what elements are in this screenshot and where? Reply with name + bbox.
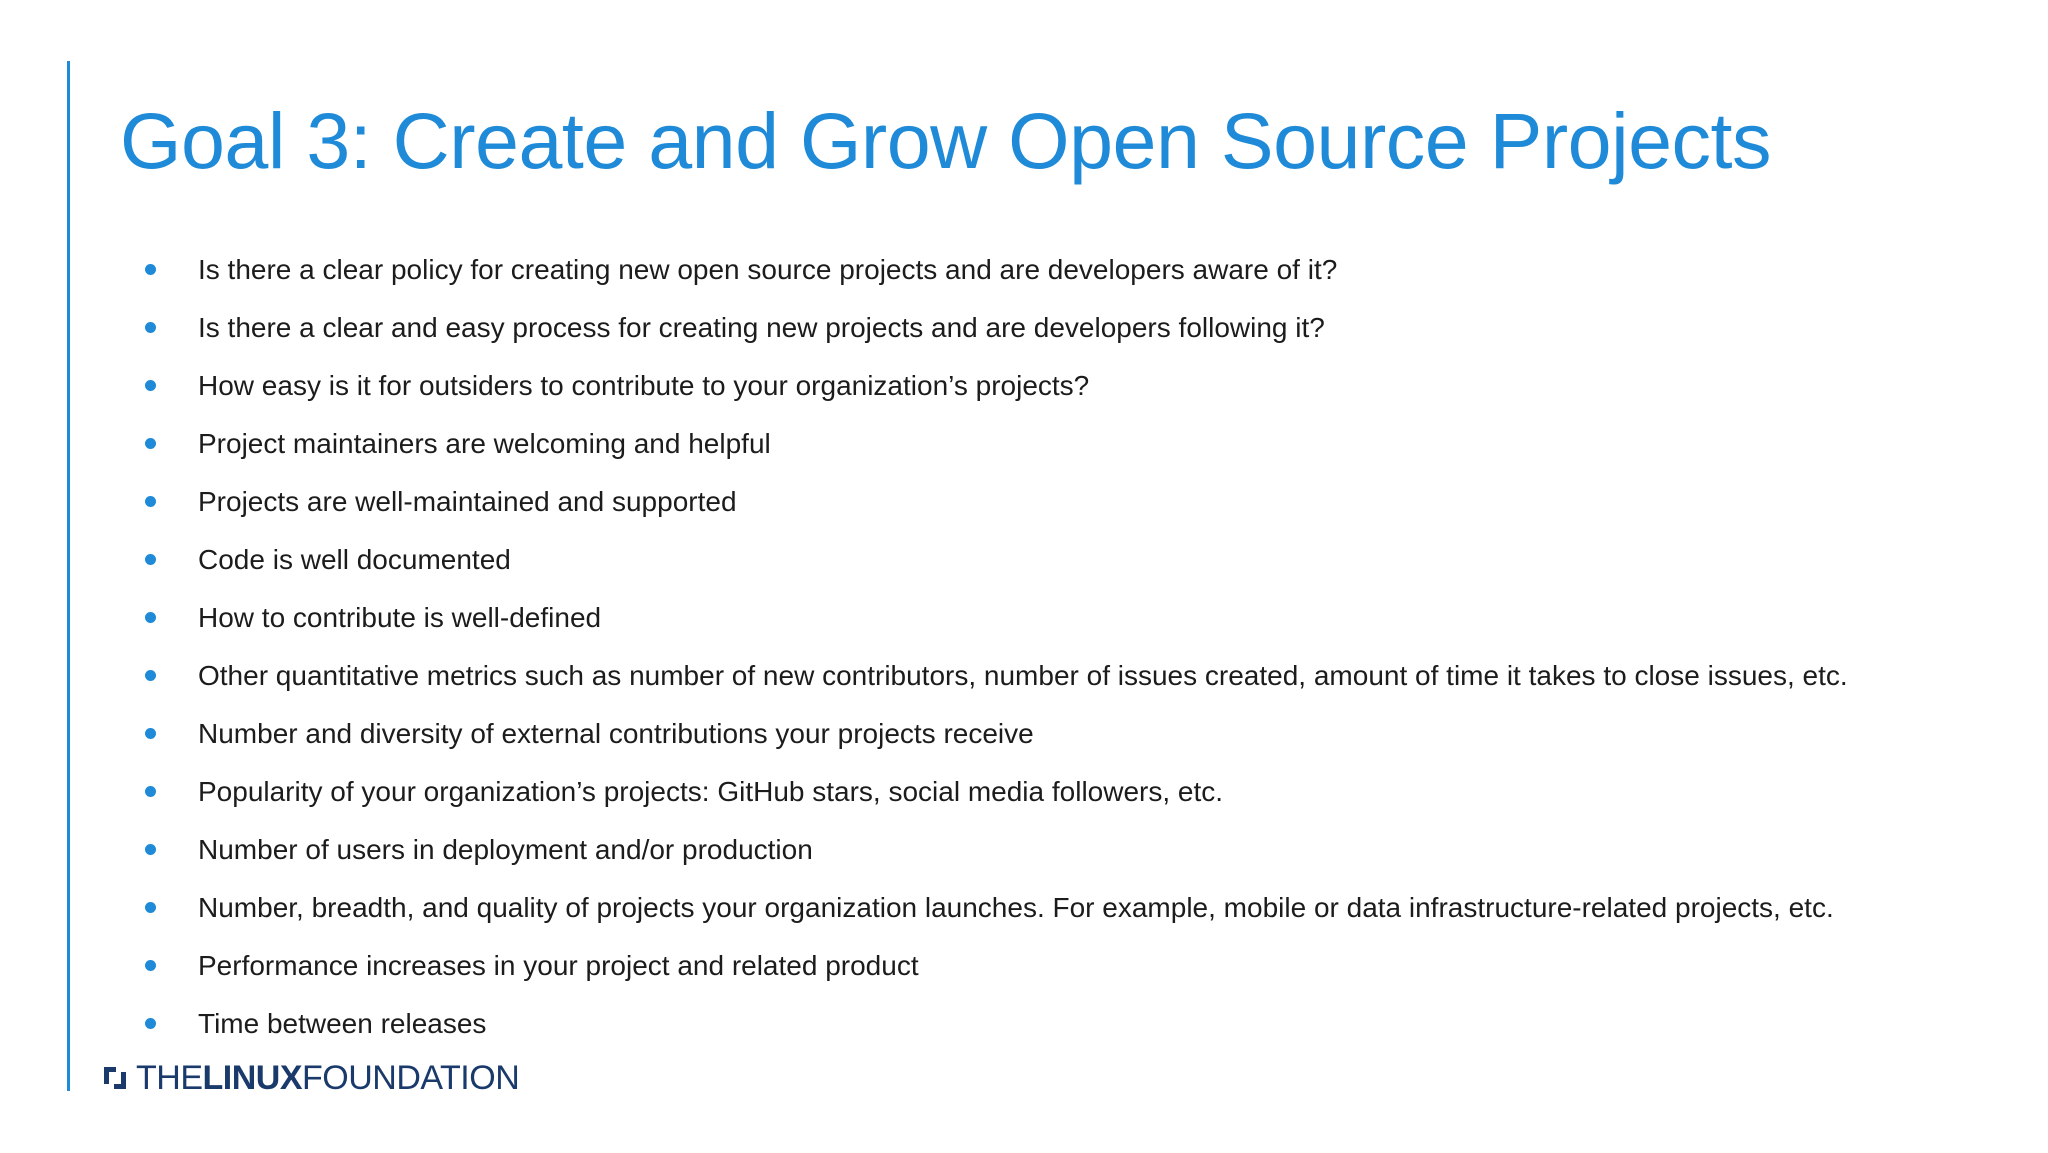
bullet-dot-icon — [145, 612, 156, 623]
bullet-text: How to contribute is well-defined — [198, 602, 602, 633]
bullet-dot-icon — [145, 438, 156, 449]
bullet-item — [140, 540, 1848, 598]
bullet-item — [140, 308, 1848, 366]
bullet-list — [140, 250, 1848, 1062]
bullet-dot-icon — [145, 728, 156, 739]
slide-title: Goal 3: Create and Grow Open Source Projects — [120, 96, 1772, 185]
bullet-item — [140, 714, 1848, 772]
bullet-text: Is there a clear and easy process for creating new projects and are developers following it? — [198, 312, 1325, 343]
bullet-text: Is there a clear policy for creating new open source projects and are developers aware of it? — [198, 254, 1338, 285]
bullet-text: Projects are well-maintained and supported — [198, 486, 737, 517]
bullet-text: Number of users in deployment and/or production — [198, 834, 813, 865]
logo-foundation: FOUNDATION — [302, 1059, 520, 1097]
bullet-item — [140, 656, 1848, 714]
bullet-item — [140, 946, 1848, 1004]
bullet-text: Other quantitative metrics such as number of new contributors, number of issues created, amount of time it takes to close issues, etc. — [198, 660, 1848, 691]
bullet-dot-icon — [145, 670, 156, 681]
bullet-item — [140, 424, 1848, 482]
bullet-dot-icon — [145, 380, 156, 391]
bullet-dot-icon — [145, 902, 156, 913]
bullet-item — [140, 366, 1848, 424]
bullet-item — [140, 772, 1848, 830]
bullet-item — [140, 1004, 1848, 1062]
bullet-text: Time between releases — [198, 1008, 487, 1039]
bullet-text: How easy is it for outsiders to contribute to your organization’s projects? — [198, 370, 1090, 401]
bullet-text: Performance increases in your project and related product — [198, 950, 919, 981]
linux-foundation-logo — [102, 1058, 519, 1098]
accent-rule — [67, 61, 70, 1091]
bullet-item — [140, 482, 1848, 540]
bullet-dot-icon — [145, 786, 156, 797]
bullet-dot-icon — [145, 496, 156, 507]
bullet-item — [140, 250, 1848, 308]
bullet-item — [140, 888, 1848, 946]
bullet-text: Number, breadth, and quality of projects your organization launches. For example, mobile or data infrastructure-related projects, etc. — [198, 892, 1834, 923]
bullet-text: Code is well documented — [198, 544, 511, 575]
bullet-dot-icon — [145, 844, 156, 855]
bullet-dot-icon — [145, 1018, 156, 1029]
bullet-dot-icon — [145, 264, 156, 275]
bullet-text: Number and diversity of external contributions your projects receive — [198, 718, 1034, 749]
linux-foundation-bracket-icon — [102, 1065, 128, 1091]
bullet-dot-icon — [145, 322, 156, 333]
bullet-dot-icon — [145, 960, 156, 971]
bullet-dot-icon — [145, 554, 156, 565]
logo-the: THE — [136, 1059, 203, 1097]
bullet-text: Popularity of your organization’s projects: GitHub stars, social media followers, etc. — [198, 776, 1224, 807]
bullet-item — [140, 830, 1848, 888]
bullet-item — [140, 598, 1848, 656]
logo-linux: LINUX — [202, 1059, 302, 1097]
bullet-text: Project maintainers are welcoming and helpful — [198, 428, 771, 459]
